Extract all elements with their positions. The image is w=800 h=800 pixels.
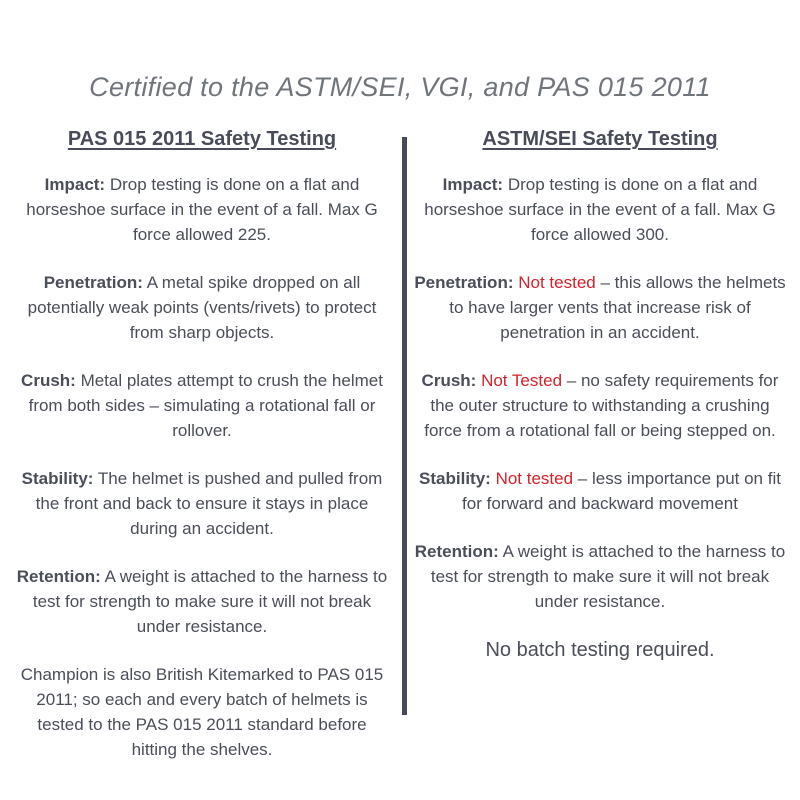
- paragraph-label: Penetration:: [43, 273, 143, 292]
- column-astm-sei: [414, 128, 786, 686]
- column-heading-pas: PAS 015 2011 Safety Testing: [67, 128, 337, 150]
- paragraph-crush: [414, 368, 786, 443]
- paragraph-text: – no safety requirements for the outer structure to withstanding a crushing force from a rotational fall or being stepped on.: [424, 371, 779, 440]
- paragraph-label: Stability:: [419, 469, 491, 488]
- paragraph-text: A weight is attached to the harness to test for strength to make sure it will not break under resistance.: [32, 567, 388, 636]
- paragraph-text: The helmet is pushed and pulled from the front and back to ensure it stays in place during an accident.: [35, 469, 383, 538]
- paragraph-no-batch-testing: [414, 637, 786, 663]
- not-tested-text: Not Tested: [481, 371, 563, 390]
- paragraph-stability: [414, 466, 786, 516]
- paragraph-text: Champion is also British Kitemarked to PAS 015 2011; so each and every batch of helmets is tested to the PAS 015 2011 standard before hitting the shelves.: [20, 665, 384, 759]
- column-pas-015: [16, 128, 388, 785]
- paragraph-label: Crush:: [421, 371, 477, 390]
- paragraph-text: A weight is attached to the harness to test for strength to make sure it will not break under resistance.: [430, 542, 786, 611]
- paragraph-penetration: [414, 270, 786, 345]
- paragraph-label: Impact:: [442, 175, 504, 194]
- paragraph-retention: [16, 564, 388, 639]
- paragraph-text: – less importance put on fit for forward and backward movement: [462, 469, 781, 513]
- page-title: Certified to the ASTM/SEI, VGI, and PAS 015 2011: [89, 72, 711, 102]
- paragraph-kitemark-note: [16, 662, 388, 762]
- not-tested-text: Not tested: [518, 273, 596, 292]
- paragraph-text: – this allows the helmets to have larger vents that increase risk of penetration in an accident.: [449, 273, 786, 342]
- paragraph-label: Retention:: [16, 567, 101, 586]
- paragraph-penetration: [16, 270, 388, 345]
- paragraph-label: Stability:: [21, 469, 94, 488]
- column-heading-astm: ASTM/SEI Safety Testing: [482, 128, 718, 150]
- paragraph-text: Drop testing is done on a flat and horseshoe surface in the event of a fall. Max G force allowed 300.: [424, 175, 776, 244]
- paragraph-text: Metal plates attempt to crush the helmet from both sides – simulating a rotational fall or rollover.: [28, 371, 383, 440]
- paragraph-text: No batch testing required.: [485, 639, 715, 661]
- paragraph-retention: [414, 539, 786, 614]
- paragraph-impact: [414, 172, 786, 247]
- paragraph-text: A metal spike dropped on all potentially weak points (vents/rivets) to protect from sharp objects.: [27, 273, 377, 342]
- paragraph-label: Retention:: [414, 542, 499, 561]
- paragraph-impact: [16, 172, 388, 247]
- paragraph-label: Penetration:: [414, 273, 514, 292]
- column-divider: [402, 137, 407, 715]
- paragraph-crush: [16, 368, 388, 443]
- paragraph-label: Impact:: [44, 175, 106, 194]
- not-tested-text: Not tested: [495, 469, 574, 488]
- paragraph-label: Crush:: [21, 371, 76, 390]
- paragraph-text: Drop testing is done on a flat and horseshoe surface in the event of a fall. Max G force allowed 225.: [26, 175, 378, 244]
- paragraph-stability: [16, 466, 388, 541]
